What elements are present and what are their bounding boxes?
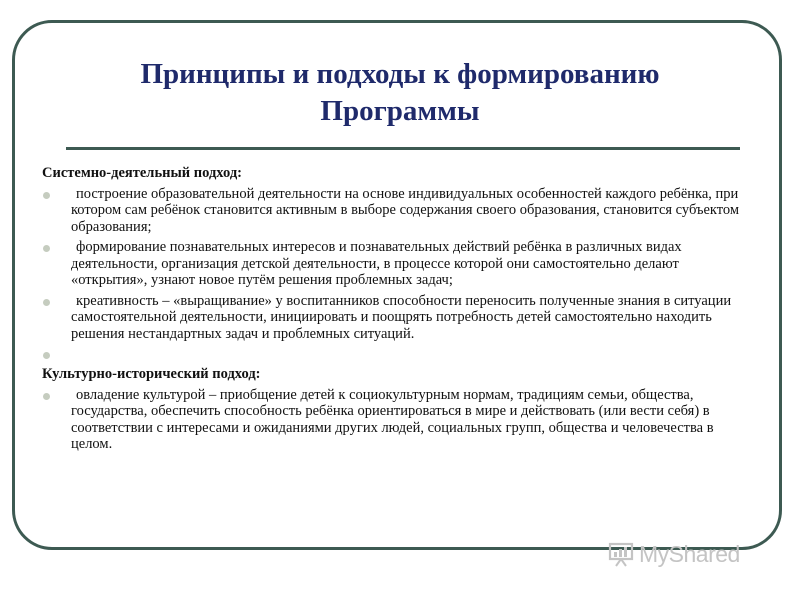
list-item-text: овладение культурой – приобщение детей к социокультурным нормам, традициям семьи, общества, государства, обеспечить способность ребёнка ориентироваться в мире и действовать (или вести себя) в соответствии с интересами и ожиданиями других людей, социальных групп, общества и человечества в целом.	[71, 386, 714, 452]
list-item-text: построение образовательной деятельности на основе индивидуальных особенностей каждого ребёнка, при котором сам ребёнок становится активным в выборе содержания своего образования, становится субъектом образования;	[71, 185, 740, 235]
bullet-icon	[43, 299, 50, 306]
watermark-logo	[608, 538, 740, 570]
section-heading-systemic: Системно-деятельный подход:	[42, 165, 242, 181]
slide-title-line-2: Программы	[320, 95, 480, 127]
bullet-icon	[43, 245, 50, 252]
slide-title	[40, 56, 760, 130]
list-item	[42, 186, 757, 236]
list-item	[42, 387, 757, 453]
list-item-text: формирование познавательных интересов и познавательных действий ребёнка в различных видах деятельности, организация детской деятельности, в процессе которой они самостоятельно делают «открытия», узнают новое путём решения проблемных задач;	[71, 239, 682, 288]
presentation-board-icon	[608, 541, 634, 567]
bullet-list-systemic	[42, 186, 757, 363]
section-heading-cultural: Культурно-исторический подход:	[42, 366, 261, 382]
list-item-text: креативность – «выращивание» у воспитанников способности переносить полученные знания в ситуации самостоятельной деятельности, инициировать и поощрять потребность детей самостоятельно находить решения нестандартных задач и проблемных ситуаций.	[71, 292, 732, 342]
bullet-icon	[43, 192, 50, 199]
watermark-text: MyShared	[639, 540, 740, 567]
bullet-icon	[43, 393, 50, 400]
slide-title-line-1: Принципы и подходы к формированию	[140, 58, 660, 90]
bullet-icon	[43, 352, 50, 359]
list-item-empty	[42, 346, 757, 362]
list-item	[42, 239, 757, 289]
slide-content	[42, 165, 757, 457]
bullet-list-cultural	[42, 387, 757, 453]
list-item	[42, 293, 757, 343]
title-divider	[66, 147, 740, 150]
